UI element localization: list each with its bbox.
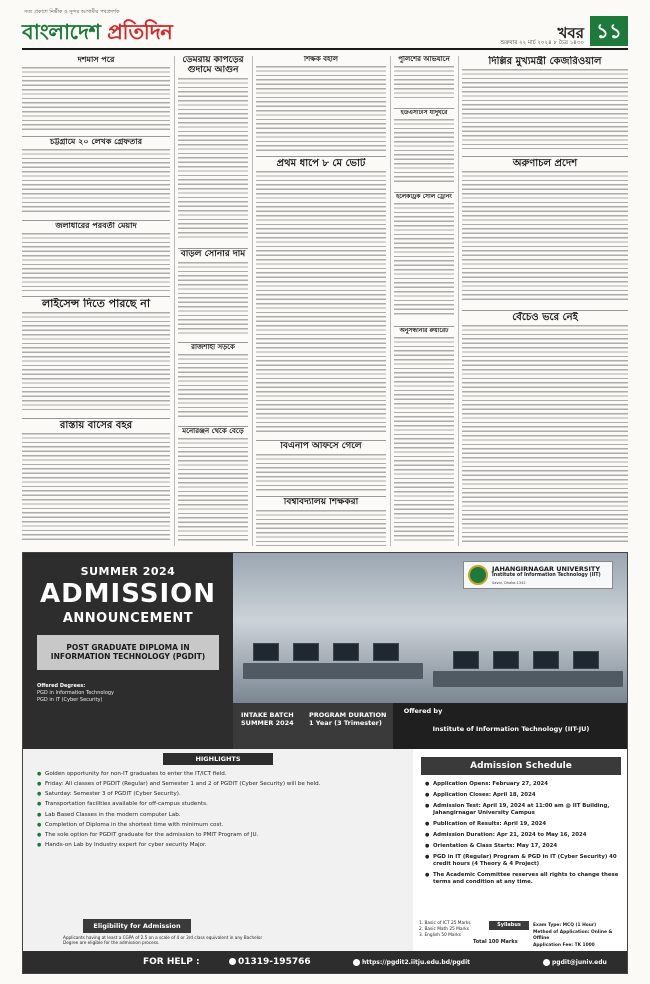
story-divider [462,310,628,311]
program-duration [309,711,386,728]
syllabus-item: 2. Basic Math 25 Marks [419,927,469,933]
story-headline: লাইসেন্স দিতে পারছে না [41,298,151,310]
eligibility-title: Eligibility for Admission [83,919,191,933]
computer-lab-photo [233,553,628,703]
intake-label: INTAKE BATCH [241,711,294,719]
news-story[interactable] [22,420,170,548]
news-story[interactable] [22,56,170,134]
schedule-item: ● Admission Duration: Apr 21, 2024 to May 16, 2024 [425,832,621,839]
news-story[interactable] [178,344,248,424]
globe-icon [353,959,360,966]
news-story[interactable] [22,138,170,218]
schedule-item: ● Publication of Results: April 19, 2024 [425,821,621,828]
news-story[interactable] [462,312,628,548]
intake-batch [241,711,294,728]
admission-schedule-panel [413,749,628,919]
story-divider [22,418,170,419]
story-divider [178,248,248,249]
story-headline: ডেমরায় কাপড়ের গুদামে আগুন [182,56,244,75]
exam-info [533,923,628,949]
university-name: JAHANGIRNAGAR UNIVERSITY [492,565,601,573]
story-body [394,119,454,185]
news-story[interactable] [22,298,170,416]
university-address: Savar, Dhaka-1342 [492,581,526,585]
monitor [533,651,559,669]
monitor [293,643,319,661]
monitor [573,651,599,669]
offered-degree-1: PGD in Information Technology [37,690,115,696]
monitor [253,643,279,661]
news-story[interactable] [256,442,386,494]
highlight-item: ● Friday: All classes of PGDIT (Regular) and Semester 1 and 2 of PGDIT (Cyber Security) will be held. [37,781,397,788]
schedule-item: ● Application Closes: April 18, 2024 [425,792,621,799]
ad-program-name: POST GRADUATE DIPLOMA IN INFORMATION TECHNOLOGY (PGDIT) [37,635,219,670]
highlight-item: ● Completion of Diploma in the shortest time with minimum cost. [37,822,397,829]
column-rule [390,56,391,546]
story-headline: বিশ্ববিদ্যালয় শিক্ষকরা [283,498,359,507]
schedule-item: ● Admission Test: April 19, 2024 at 11:00 am @ IIT Building, Jahangirnagar University Campus [425,803,621,817]
story-headline: দশমাস পরে [77,56,115,64]
ad-announcement-title: ANNOUNCEMENT [62,611,194,626]
news-story[interactable] [394,110,454,190]
story-divider [394,108,454,109]
masthead [22,9,628,50]
story-divider [256,496,386,497]
story-headline: রাস্তায় বাসের বহর [59,420,133,431]
story-body [462,171,628,303]
help-email-text: pgdit@juniv.edu [552,959,607,966]
story-divider [22,136,170,137]
eligibility-panel [23,919,413,951]
lab-desk [243,663,423,679]
help-url-text: https://pgdit2.iitju.edu.bd/pgdit [362,959,471,966]
tagline: সত্য প্রকাশে নির্ভীক ও সুন্দর আগামীর পথপ্রদর্শক [24,9,120,15]
syllabus-badge: Syllabus [489,921,529,930]
story-headline: রাজশাহী সড়কে [191,344,235,351]
news-story[interactable] [256,56,386,154]
story-headline: মনোরঞ্জন থেকে বেড়ে [182,428,244,435]
story-headline: বাড়ল সোনার দাম [180,250,246,259]
column-rule [174,56,175,546]
intake-bar [233,703,628,749]
syllabus-item: 3. English 50 Marks [419,933,462,939]
story-headline: ইউএসটিসি যাদুঘরে [400,110,448,116]
story-body [462,69,628,149]
lab-desk [433,671,623,687]
newspaper-logo [22,16,172,51]
highlight-item: ● Saturday: Semester 3 of PGDIT (Cyber Security). [37,791,397,798]
highlights-list [37,771,397,852]
story-body [256,454,386,492]
syllabus-total: Total 100 Marks [473,939,518,945]
schedule-item: ● The Academic Committee reserves all rights to change these terms and condition at any time. [425,872,621,886]
logo-part-2: প্রতিদিন [107,20,173,44]
ad-admission-title: ADMISSION [39,579,217,609]
story-headline: ইলেকট্রিক সোল ট্রেনিং [396,194,452,200]
help-label: FOR HELP : [143,957,200,967]
story-divider [22,296,170,297]
news-story[interactable] [394,328,454,548]
schedule-title: Admission Schedule [421,757,621,775]
ad-offered-degrees [37,683,219,704]
story-body [22,312,170,412]
story-body [22,433,170,543]
highlight-item: ● Transportation facilities available for off-campus students. [37,801,397,808]
syllabus-list [419,921,487,940]
news-story[interactable] [394,56,454,106]
news-story[interactable] [178,250,248,340]
story-headline: প্রথম ধাপে ৮ মে ভোট [276,158,366,169]
offered-degrees-label: Offered Degrees: [37,683,86,689]
story-headline: বেঁচেও ভরে নেই [512,312,578,323]
story-headline: জলাধারের পরবর্তী মেয়াদ [55,222,137,230]
story-headline: অনুসন্ধানীর রুয়ারেট [399,328,449,334]
university-badge [463,561,613,589]
schedule-list [425,781,621,890]
news-story[interactable] [462,56,628,154]
story-body [178,262,248,334]
news-story[interactable] [256,158,386,438]
admission-advertisement[interactable] [22,552,628,974]
highlight-item: ● Golden opportunity for non-IT graduates to enter the IT/ICT field. [37,771,397,778]
offered-degree-2: PGD in IT (Cyber Security) [37,697,103,703]
ad-announcement-panel [23,553,233,749]
story-body [256,171,386,433]
story-body [394,66,454,100]
offered-by-value: Institute of Information Technology (IIT-JU) [432,725,590,733]
application-fee: Application Fee: TK 1000 [533,942,595,948]
story-divider [178,342,248,343]
schedule-item: ● Application Opens: February 27, 2024 [425,781,621,788]
offered-by-label: Offered by [403,707,443,715]
eligibility-text: Applicants having at least a CGPA of 2.5 on a scale of 4 or 3rd class equivalent in any Bachelor Degree are eligible for the admission process. [63,935,263,946]
news-story[interactable] [462,158,628,308]
monitor [373,643,399,661]
help-phone-number: 01319-195766 [238,957,311,967]
story-body [256,66,386,152]
logo-part-1: বাংলাদেশ [22,20,108,44]
page-number: ১১ [590,16,628,46]
highlights-title: HIGHLIGHTS [163,753,273,765]
syllabus-item: 1. Basic of ICT 25 Marks [419,921,471,926]
story-body [178,438,248,542]
story-divider [256,156,386,157]
schedule-item: ● PGD in IT (Regular) Program & PGD in IT (Cyber Security) 40 credit hours (4 Theory & 4 Project) [425,854,621,868]
story-body [22,149,170,215]
story-body [462,325,628,543]
story-divider [178,426,248,427]
story-headline: দিল্লির মুখ্যমন্ত্রী কেজরিওয়াল [488,56,602,67]
monitor [493,651,519,669]
offered-by-box [393,703,628,749]
university-logo-icon [468,565,488,585]
monitor [333,643,359,661]
news-story[interactable] [178,56,248,246]
highlights-panel [23,749,413,919]
help-bar [23,951,628,974]
story-headline: শিক্ষক বহাল [304,56,338,63]
news-story[interactable] [178,428,248,548]
section-name: খবর [557,24,584,42]
highlight-item: ● Lab Based Classes in the modern computer Lab. [37,812,397,819]
story-body [22,67,170,131]
story-divider [394,326,454,327]
story-body [394,337,454,541]
news-story[interactable] [22,222,170,294]
dateline: শুক্রবার ২২ মার্চ ২০২৪ ৮ চৈত্র ১৪৩০ [500,40,584,46]
duration-label: PROGRAM DURATION [309,711,387,719]
intake-value: SUMMER 2024 [241,719,294,728]
help-phone[interactable] [229,957,311,967]
column-rule [458,56,459,546]
ad-summer-label: SUMMER 2024 [80,565,176,578]
story-headline: অরুণাচল প্রদেশ [512,158,578,169]
story-divider [256,440,386,441]
help-url-link[interactable] [353,959,470,966]
story-divider [462,156,628,157]
duration-value: 1 Year (3 Trimester) [309,719,382,728]
story-headline: বিএনপি অফিসে গেলে [280,442,362,451]
news-story[interactable] [256,498,386,548]
application-method: Method of Application: Online & Offline [533,929,613,942]
news-story[interactable] [394,194,454,324]
syllabus-panel [413,919,628,951]
help-email-link[interactable] [543,959,607,966]
story-body [178,78,248,238]
schedule-item: ● Orientation & Class Starts: May 17, 2024 [425,843,621,850]
exam-type: Exam Type: MCQ (1 Hour) [533,923,597,928]
phone-icon [229,958,236,965]
story-divider [394,192,454,193]
story-body [394,203,454,317]
mail-icon [543,959,550,966]
highlight-item: ● The sole option for PGDIT graduate for the admission to PMIT Program of JU. [37,832,397,839]
story-body [178,354,248,418]
story-body [22,233,170,291]
story-headline: পুলিশের অভিযানে [398,56,450,63]
column-rule [252,56,253,546]
story-body [256,510,386,546]
story-headline: চট্টগ্রামে ২০ লেখক গ্রেফতার [50,138,142,146]
story-divider [22,220,170,221]
highlight-item: ● Hands-on Lab by Industry expert for cyber security Major. [37,842,397,849]
monitor [453,651,479,669]
institute-name: Institute of Information Technology (IIT) [492,573,601,578]
